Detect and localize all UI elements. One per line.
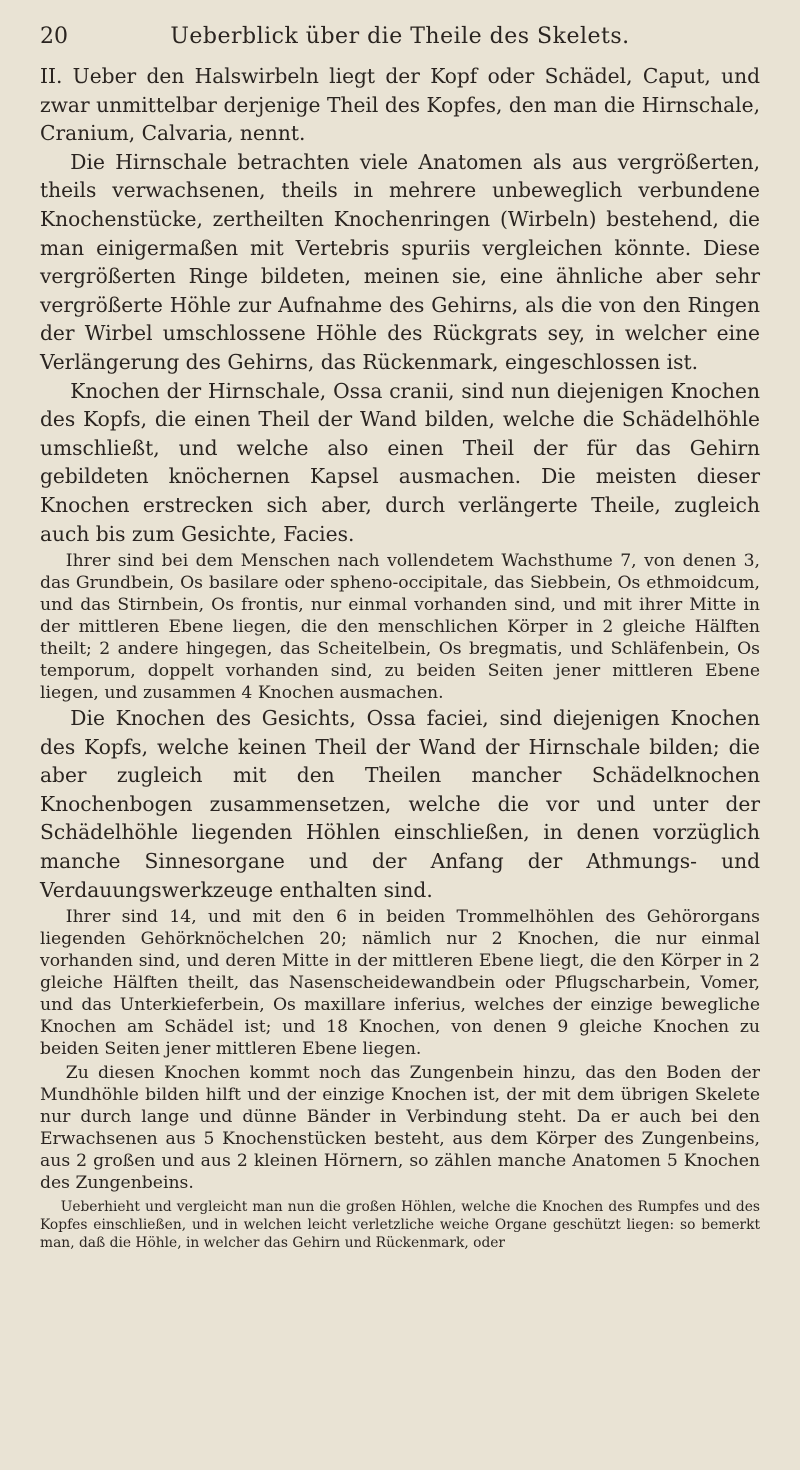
small-paragraph-facial-count: Ihrer sind 14, und mit den 6 in beiden Trommelhöhlen des Gehörorgans liegenden Gehörknöchelchen 20; nämlich nur 2 Knochen, die nur einmal vorhanden sind, und deren Mitte in der mittleren Ebene liegt, die den Körper in 2 gleiche Hälften theilt, das Nasenscheidewandbein oder Pflugscharbein, Vomer, und das Unterkieferbein, Os maxillare inferius, welches der einzige bewegliche Knochen am Schädel ist; und 18 Knochen, von denen 9 gleiche Knochen zu beiden Seiten jener mittleren Ebene liegen. bbox=[40, 907, 760, 1060]
body-text bbox=[40, 62, 760, 548]
paragraph-facial-bones: Die Knochen des Gesichts, Ossa faciei, sind diejenigen Knochen des Kopfs, welche keinen Theil der Wand der Hirnschale bilden; die aber zugleich mit den Theilen mancher Schädelknochen Knochenbogen zusammensetzen, welche die vor und unter der Schädelhöhle liegenden Höhlen einschließen, in denen vorzüglich manche Sinnesorgane und der Anfang der Athmungs- und Verdauungswerkzeuge enthalten sind. bbox=[40, 706, 760, 902]
running-head: Ueberblick über die Theile des Skelets. bbox=[170, 24, 630, 49]
footnote: Ueberhieht und vergleicht man nun die großen Höhlen, welche die Knochen des Rumpfes und des Kopfes einschließen, und in welchen leicht verletzliche weiche Organe geschützt liegen: so bemerkt man, daß die Höhle, in welcher das Gehirn und Rückenmark, oder bbox=[40, 1199, 760, 1252]
small-paragraph-cranial-count: Ihrer sind bei dem Menschen nach vollendetem Wachsthume 7, von denen 3, das Grundbein, Os basilare oder spheno-occipitale, das Siebbein, Os ethmoidcum, und das Stirnbein, Os frontis, nur einmal vorhanden sind, und mit ihrer Mitte in der mittleren Ebene liegen, die den menschlichen Körper in 2 gleiche Hälften theilt; 2 andere hingegen, das Scheitelbein, Os bregmatis, und Schläfenbein, Os temporum, doppelt vorhanden sind, zu beiden Seiten jener mittleren Ebene liegen, und zusammen 4 Knochen ausmachen. bbox=[40, 551, 760, 704]
page-header bbox=[40, 22, 760, 52]
paragraph-skull-intro: II. Ueber den Halswirbeln liegt der Kopf oder Schädel, Caput, und zwar unmittelbar derjenige Theil des Kopfes, den man die Hirnschale, Cranium, Calvaria, nennt. bbox=[40, 64, 760, 146]
page-number: 20 bbox=[40, 24, 68, 49]
paragraph-cranial-bones: Knochen der Hirnschale, Ossa cranii, sind nun diejenigen Knochen des Kopfs, die einen Theil der Wand bilden, welche die Schädelhöhle umschließt, und welche also einen Theil der für das Gehirn gebildeten knöchernen Kapsel ausmachen. Die meisten dieser Knochen erstrecken sich aber, durch verlängerte Theile, zugleich auch bis zum Gesichte, Facies. bbox=[40, 378, 760, 546]
paragraph-cranium-theory: Die Hirnschale betrachten viele Anatomen als aus vergrößerten, theils verwachsenen, theils in mehrere unbeweglich verbundene Knochenstücke, zertheilten Knochenringen (Wirbeln) bestehend, die man einigermaßen mit Vertebris spuriis vergleichen könnte. Diese vergrößerten Ringe bildeten, meinen sie, eine ähnliche aber sehr vergrößerte Höhle zur Aufnahme des Gehirns, als die von den Ringen der Wirbel umschlossene Höhle des Rückgrats sey, in welcher eine Verlängerung des Gehirns, das Rückenmark, eingeschlossen ist. bbox=[40, 149, 760, 374]
body-text-2 bbox=[40, 704, 760, 904]
small-paragraph-hyoid: Zu diesen Knochen kommt noch das Zungenbein hinzu, das den Boden der Mundhöhle bilden hilft und der einzige Knochen ist, der mit dem übrigen Skelete nur durch lange und dünne Bänder in Verbindung steht. Da er auch bei den Erwachsenen aus 5 Knochenstücken besteht, aus dem Körper des Zungenbeins, aus 2 großen und aus 2 kleinen Hörnern, so zählen manche Anatomen 5 Knochen des Zungenbeins. bbox=[40, 1063, 760, 1194]
